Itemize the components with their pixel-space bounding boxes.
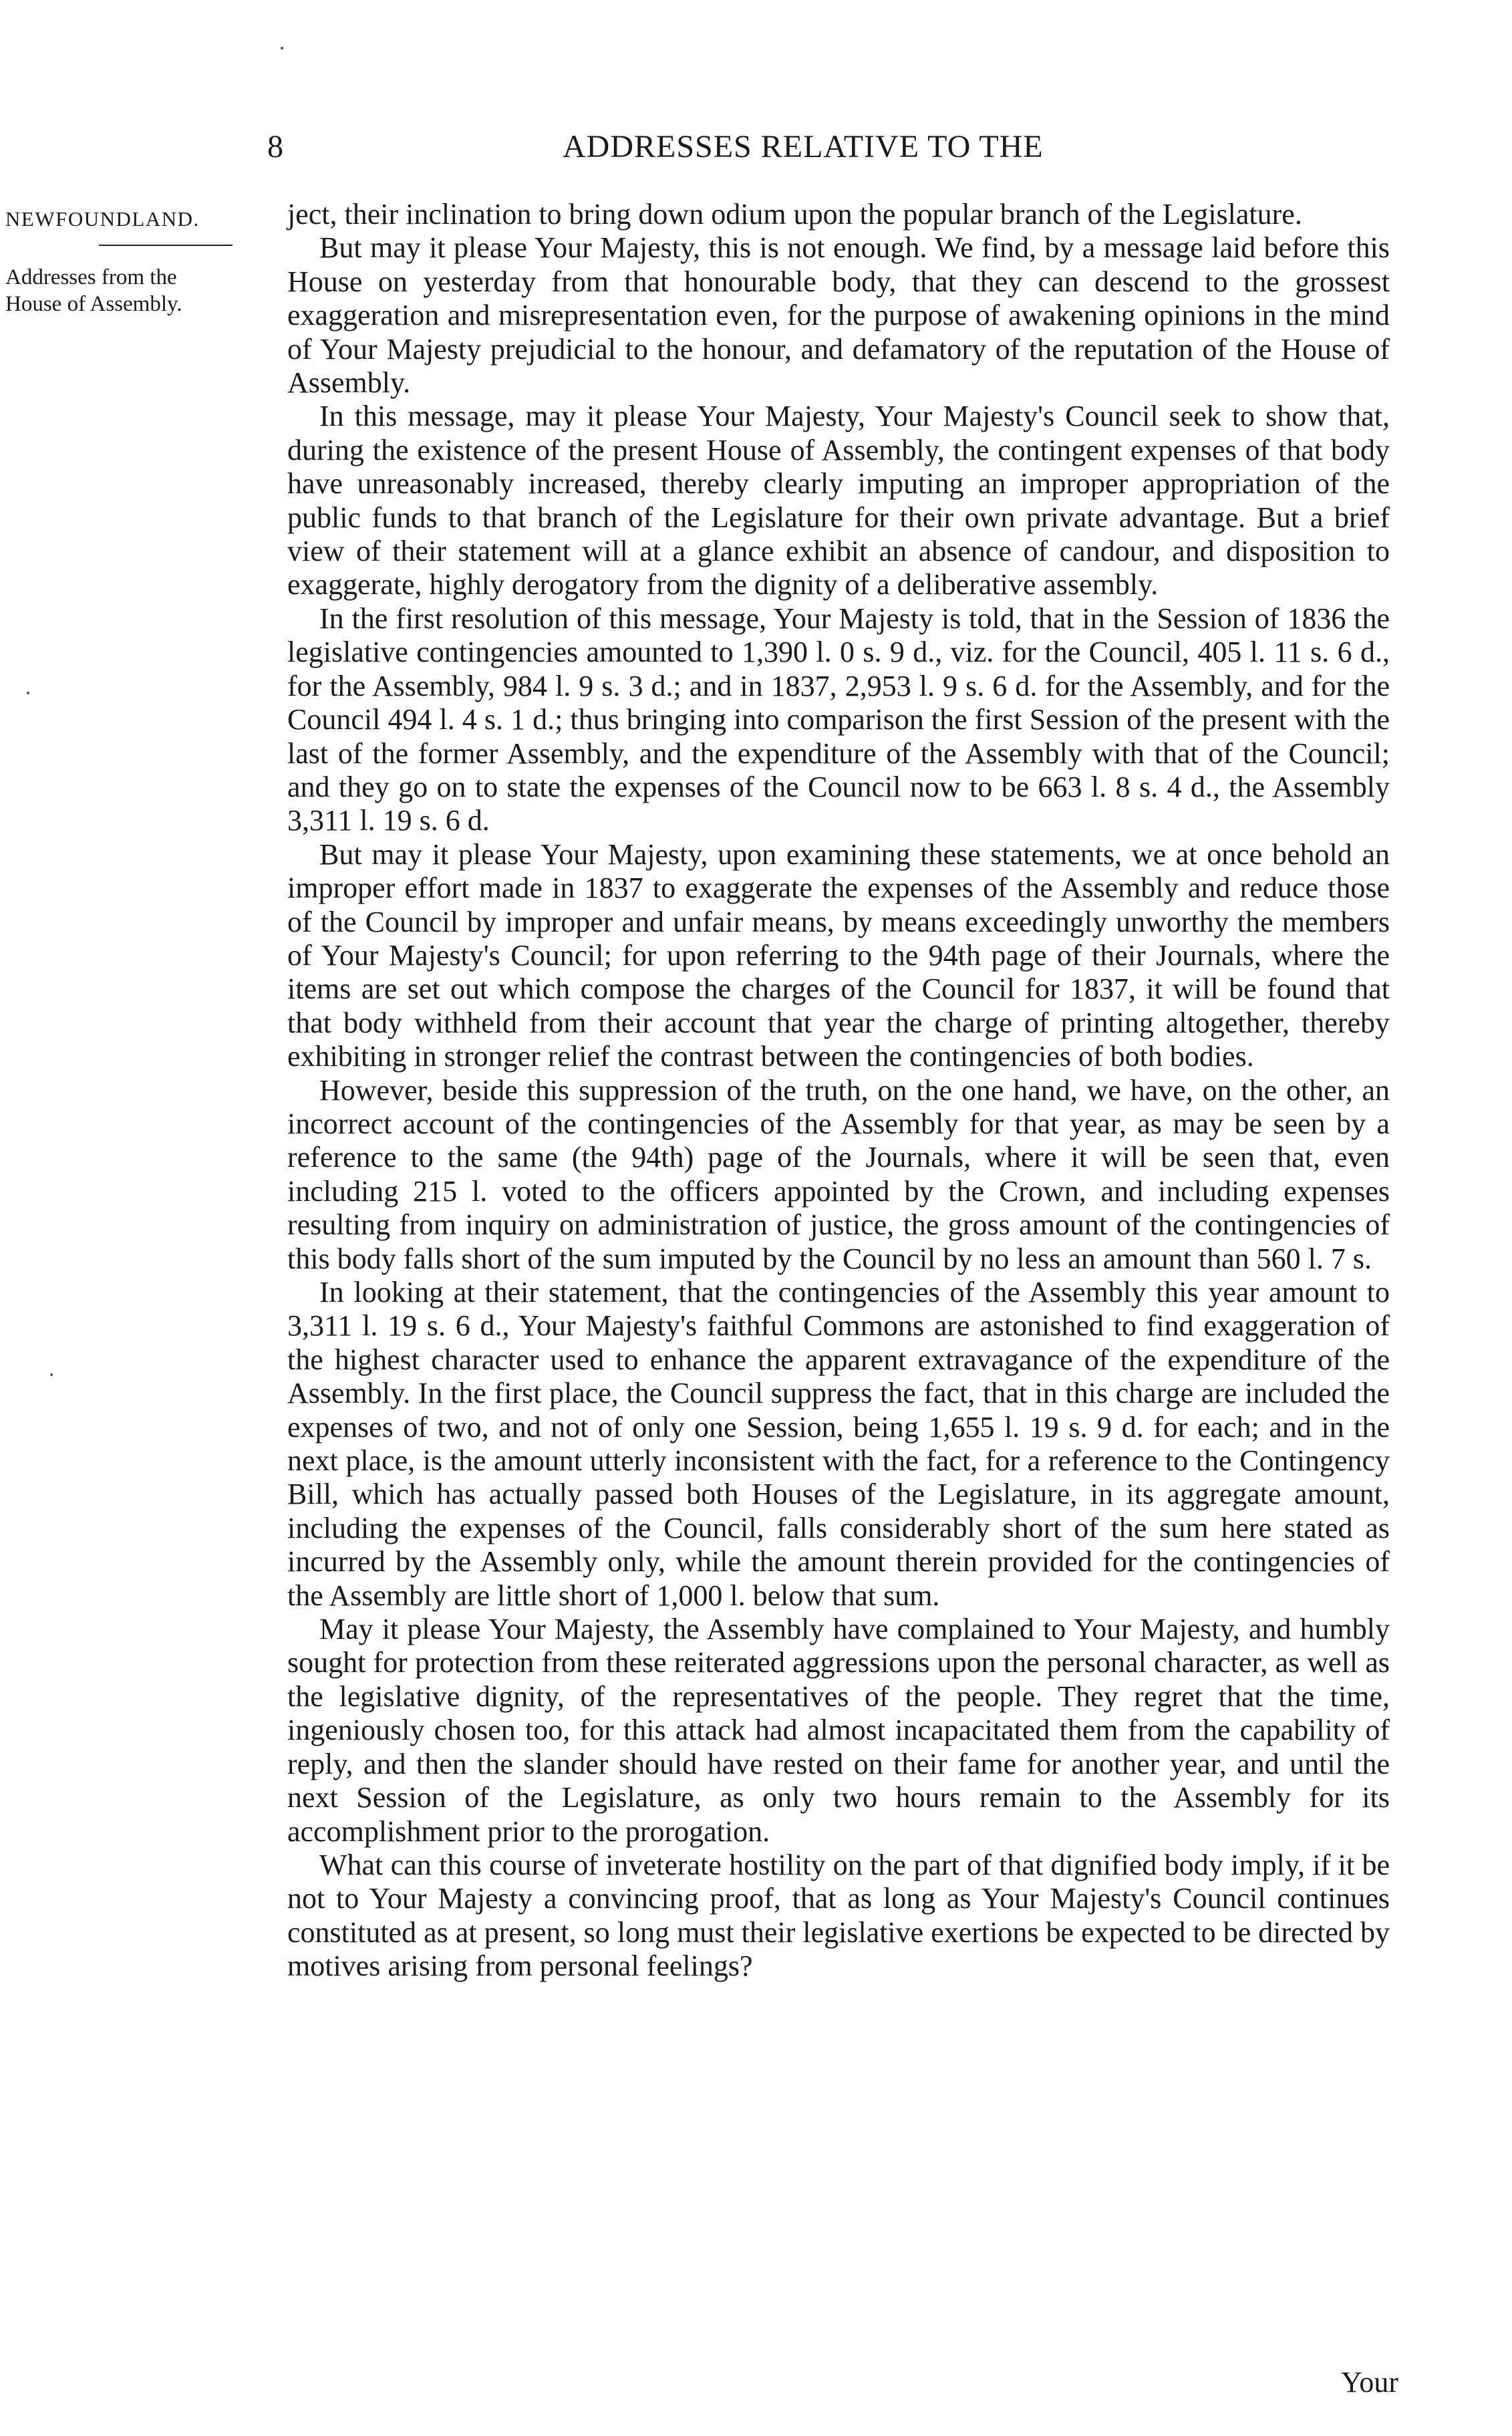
paragraph: In the first resolution of this message, Your Majesty is told, that in the Session of 1836 the legislative contingencies amounted to 1,390 l. 0 s. 9 d., viz. for the Council, 405 l. 11 s. 6 d., for the Assembly, 984 l. 9 s. 3 d.; and in 1837, 2,953 l. 9 s. 6 d. for the Assembly, and for the Council 494 l. 4 s. 1 d.; thus bringing into comparison the first Session of the present with the last of the former Assembly, and the expenditure of the Assembly with that of the Council; and they go on to state the expenses of the Council now to be 663 l. 8 s. 4 d., the Assembly 3,311 l. 19 s. 6 d.: [287, 601, 1390, 837]
sidenote-heading-line: House of Assembly.: [5, 292, 182, 316]
running-title: ADDRESSES RELATIVE TO THE: [563, 129, 1044, 164]
paragraph: But may it please Your Majesty, upon examining these statements, we at once behold an improper effort made in 1837 to exaggerate the expenses of the Assembly and reduce those of the Council by improper and unfair means, by means exceedingly unworthy the members of Your Majesty's Council; for upon referring to the 94th page of their Journals, where the items are set out which compose the charges of the Council for 1837, it will be found that that body withheld from their account that year the charge of printing altogether, thereby exhibiting in stronger relief the contrast between the contingencies of both bodies.: [287, 837, 1390, 1073]
paragraph: In this message, may it please Your Majesty, Your Majesty's Council seek to show that, during the existence of the present House of Assembly, the contingent expenses of that body have unreasonably increased, thereby clearly imputing an improper appropriation of the public funds to that branch of the Legislature for their own private advantage. But a brief view of their statement will at a glance exhibit an absence of candour, and disposition to exaggerate, highly derogatory from the dignity of a deliberative assembly.: [287, 400, 1390, 601]
sidenote-section: NEWFOUNDLAND.: [5, 207, 200, 231]
sidenote-rule: [99, 245, 233, 246]
speck: [50, 1373, 53, 1376]
paragraph: But may it please Your Majesty, this is not enough. We find, by a message laid before this House on yesterday from that honourable body, that they can descend to the grossest exaggeration and misrepresentation even, for the purpose of awakening opinions in the mind of Your Majesty prejudicial to the honour, and defamatory of the reputation of the House of Assembly.: [287, 231, 1390, 400]
paragraph: What can this course of inveterate hostility on the part of that dignified body imply, if it be not to Your Majesty a convincing proof, that as long as Your Majesty's Council continues constituted as at present, so long must their legislative exertions be expected to be directed by motives arising from personal feelings?: [287, 1848, 1390, 1983]
paragraph: May it please Your Majesty, the Assembly have complained to Your Majesty, and humbly sought for protection from these reiterated aggressions upon the personal character, as well as the legislative dignity, of the representatives of the people. They regret that the time, ingeniously chosen too, for this attack had almost incapacitated them from the capability of reply, and then the slander should have rested on their fame for another year, and until the next Session of the Legislature, as only two hours remain to the Assembly for its accomplishment prior to the prorogation.: [287, 1613, 1390, 1848]
speck: [281, 47, 283, 49]
sidenote-heading: [5, 264, 286, 317]
sidenote-heading-line: Addresses from the: [5, 265, 177, 289]
paragraph: However, beside this suppression of the truth, on the one hand, we have, on the other, an incorrect account of the contingencies of the Assembly for that year, as may be seen by a reference to the same (the 94th) page of the Journals, where it will be seen that, even including 215 l. voted to the officers appointed by the Crown, and including expenses resulting from inquiry on administration of justice, the gross amount of the contingencies of this body falls short of the sum imputed by the Council by no less an amount than 560 l. 7 s.: [287, 1073, 1390, 1275]
catchword: Your: [1340, 2366, 1398, 2399]
body-text: [287, 198, 1390, 1984]
paragraph: In looking at their statement, that the contingencies of the Assembly this year amount to 3,311 l. 19 s. 6 d., Your Majesty's faithful Commons are astonished to find exaggeration of the highest character used to enhance the apparent extravagance of the expenditure of the Assembly. In the first place, the Council suppress the fact, that in this charge are included the expenses of two, and not of only one Session, being 1,655 l. 19 s. 9 d. for each; and in the next place, is the amount utterly inconsistent with the fact, for a reference to the Contingency Bill, which has actually passed both Houses of the Legislature, in its aggregate amount, including the expenses of the Council, falls considerably short of the sum here stated as incurred by the Assembly only, while the amount therein provided for the contingencies of the Assembly are little short of 1,000 l. below that sum.: [287, 1276, 1390, 1612]
speck: [27, 692, 29, 694]
page-number: 8: [267, 129, 283, 164]
paragraph: ject, their inclination to bring down odium upon the popular branch of the Legislature.: [287, 198, 1302, 231]
